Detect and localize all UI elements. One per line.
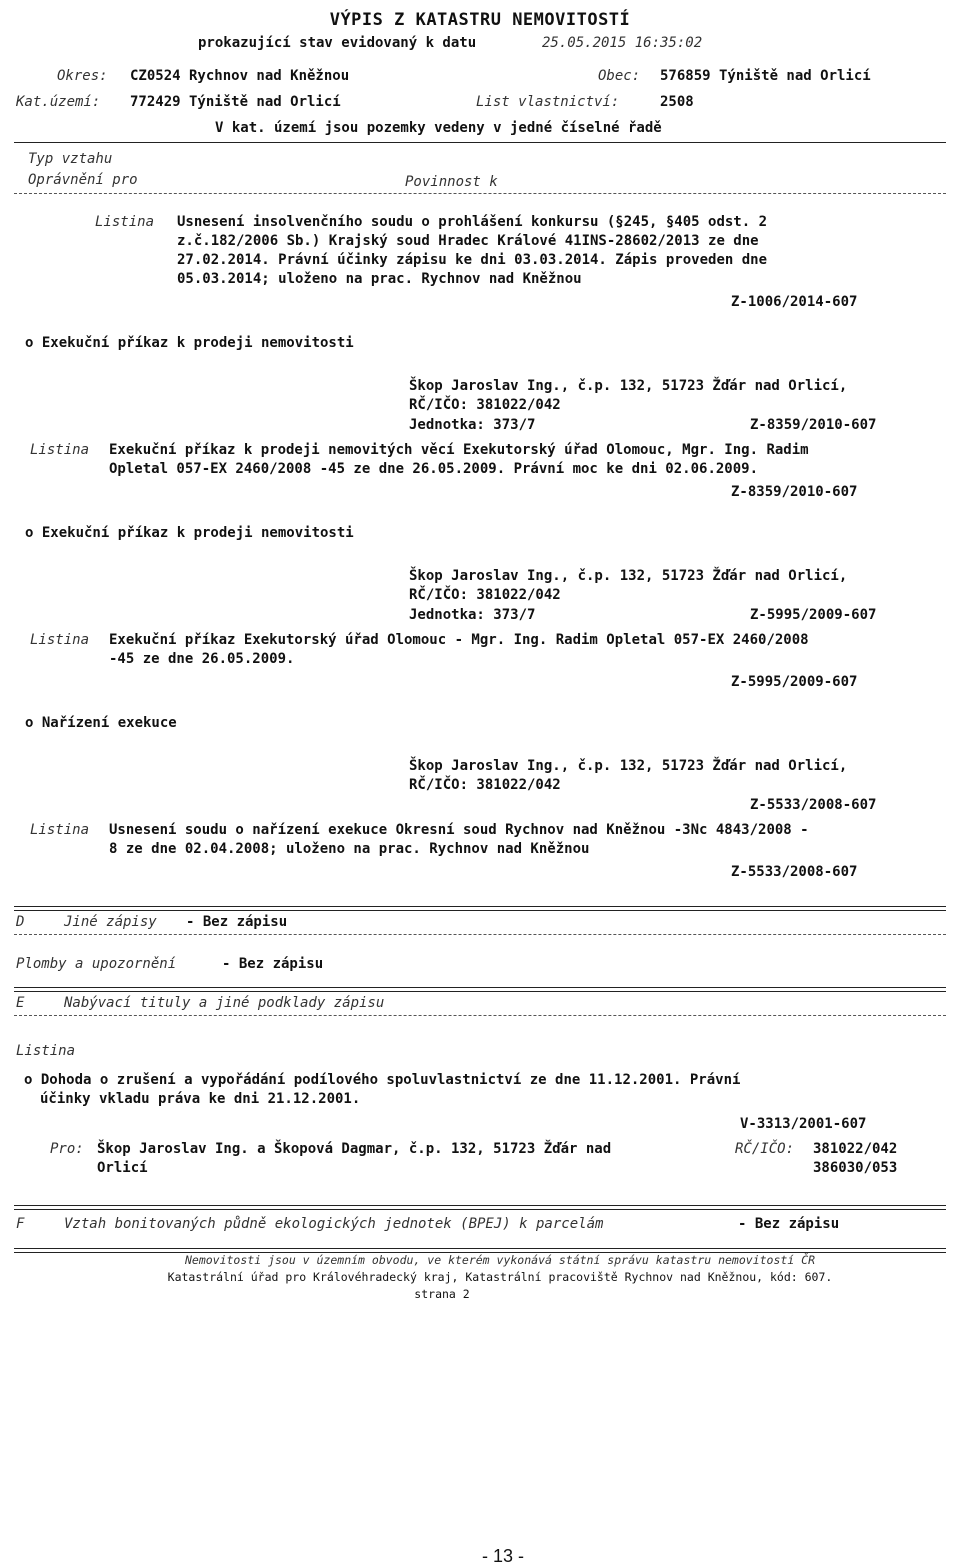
plomby-label: Plomby a upozornění [16, 956, 177, 972]
section-f-label: Vztah bonitovaných půdně ekologických jednotek (BPEJ) k parcelám [64, 1216, 604, 1232]
listina-text-line: 05.03.2014; uloženo na prac. Rychnov nad Kněžnou [177, 271, 582, 287]
listina-text-line: Usnesení insolvenčního soudu o prohlášení konkursu (§245, §405 odst. 2 [177, 214, 768, 230]
reference-number: V-3313/2001-607 [740, 1116, 867, 1132]
katuzemi-label: Kat.území: [16, 94, 101, 110]
lv-label: List vlastnictví: [476, 94, 620, 110]
section-e-subdivider [14, 1015, 946, 1016]
rc-value: 386030/053 [813, 1160, 898, 1176]
rc-line: RČ/IČO: 381022/042 [409, 777, 561, 793]
listina-text-line: 8 ze dne 02.04.2008; uloženo na prac. Rychnov nad Kněžnou [109, 841, 590, 857]
listina-label: Listina [30, 442, 90, 458]
section-f-letter: F [16, 1216, 25, 1232]
unit-reference: Z-5533/2008-607 [750, 797, 877, 813]
subtitle-label: prokazující stav evidovaný k datu [198, 35, 477, 51]
page-number: - 13 - [481, 1546, 524, 1566]
footer-line: Nemovitosti jsou v územním obvodu, ve kterém vykonává státní správu katastru nemovitostí ČR [184, 1253, 816, 1267]
entry-heading: o Nařízení exekuce [25, 715, 177, 731]
col-opravneni-pro: Oprávnění pro [28, 172, 138, 188]
listina-text-line: z.č.182/2006 Sb.) Krajský soud Hradec Králové 41INS-28602/2013 ze dne [177, 233, 759, 249]
section-f-divider-top [14, 1205, 946, 1206]
section-d-value: - Bez zápisu [186, 914, 288, 930]
unit-reference: Z-5995/2009-607 [750, 607, 877, 623]
katuzemi-value: 772429 Týniště nad Orlicí [130, 94, 341, 110]
cadastre-note: V kat. území jsou pozemky vedeny v jedné číselné řadě [215, 120, 662, 136]
pro-line: Škop Jaroslav Ing. a Škopová Dagmar, č.p. 132, 51723 Žďár nad [97, 1141, 612, 1157]
section-e-divider-top [14, 987, 946, 988]
reference-number: Z-5533/2008-607 [731, 864, 858, 880]
col-typ-vztahu: Typ vztahu [28, 151, 113, 167]
footer-divider-top [14, 1248, 946, 1249]
section-e-label: Nabývací tituly a jiné podklady zápisu [64, 995, 385, 1011]
listina-text-line: Usnesení soudu o nařízení exekuce Okresní soud Rychnov nad Kněžnou -3Nc 4843/2008 - [109, 822, 809, 838]
section-d-divider-bottom [14, 910, 946, 911]
okres-label: Okres: [57, 68, 108, 84]
document-title: VÝPIS Z KATASTRU NEMOVITOSTÍ [329, 10, 631, 30]
listina-text-line: -45 ze dne 26.05.2009. [109, 651, 295, 667]
rc-line: RČ/IČO: 381022/042 [409, 587, 561, 603]
listina-label: Listina [95, 214, 155, 230]
header-divider [14, 142, 946, 143]
section-d-label: Jiné zápisy [64, 914, 157, 930]
footer-page: strana 2 [414, 1287, 470, 1301]
listina-label: Listina [16, 1043, 76, 1059]
entry-heading: o Exekuční příkaz k prodeji nemovitosti [25, 525, 354, 541]
col-header-divider [14, 193, 946, 194]
owner-line: Škop Jaroslav Ing., č.p. 132, 51723 Žďár nad Orlicí, [409, 758, 848, 774]
pro-label: Pro: [50, 1141, 84, 1157]
agreement-line: o Dohoda o zrušení a vypořádání podílového spoluvlastnictví ze dne 11.12.2001. Právní [24, 1072, 741, 1088]
owner-line: Škop Jaroslav Ing., č.p. 132, 51723 Žďár nad Orlicí, [409, 378, 848, 394]
pro-line: Orlicí [97, 1160, 148, 1176]
reference-number: Z-8359/2010-607 [731, 484, 858, 500]
unit-line: Jednotka: 373/7 [409, 607, 536, 623]
listina-label: Listina [30, 632, 90, 648]
okres-value: CZ0524 Rychnov nad Kněžnou [130, 68, 350, 84]
reference-number: Z-1006/2014-607 [731, 294, 858, 310]
unit-reference: Z-8359/2010-607 [750, 417, 877, 433]
section-e-divider-bottom [14, 991, 946, 992]
section-d-subdivider [14, 934, 946, 935]
listina-text-line: Exekuční příkaz Exekutorský úřad Olomouc - Mgr. Ing. Radim Opletal 057-EX 2460/2008 [109, 632, 809, 648]
rc-line: RČ/IČO: 381022/042 [409, 397, 561, 413]
agreement-line: účinky vkladu práva ke dni 21.12.2001. [40, 1091, 361, 1107]
col-povinnost-k: Povinnost k [405, 174, 498, 190]
subtitle-date: 25.05.2015 16:35:02 [542, 35, 703, 51]
obec-label: Obec: [598, 68, 641, 84]
section-f-divider-bottom [14, 1209, 946, 1210]
listina-text-line: 27.02.2014. Právní účinky zápisu ke dni 03.03.2014. Zápis proveden dne [177, 252, 768, 268]
entry-heading: o Exekuční příkaz k prodeji nemovitosti [25, 335, 354, 351]
rc-label: RČ/IČO: [735, 1141, 795, 1157]
owner-line: Škop Jaroslav Ing., č.p. 132, 51723 Žďár nad Orlicí, [409, 568, 848, 584]
reference-number: Z-5995/2009-607 [731, 674, 858, 690]
footer-line: Katastrální úřad pro Královéhradecký kraj, Katastrální pracoviště Rychnov nad Kněžnou, kód: 607. [167, 1270, 833, 1284]
rc-value: 381022/042 [813, 1141, 898, 1157]
unit-line: Jednotka: 373/7 [409, 417, 536, 433]
obec-value: 576859 Týniště nad Orlicí [660, 68, 871, 84]
section-f-value: - Bez zápisu [738, 1216, 840, 1232]
lv-value: 2508 [660, 94, 694, 110]
plomby-value: - Bez zápisu [222, 956, 324, 972]
listina-text-line: Exekuční příkaz k prodeji nemovitých věcí Exekutorský úřad Olomouc, Mgr. Ing. Radim [109, 442, 809, 458]
listina-text-line: Opletal 057-EX 2460/2008 -45 ze dne 26.05.2009. Právní moc ke dni 02.06.2009. [109, 461, 759, 477]
section-e-letter: E [16, 995, 25, 1011]
section-d-letter: D [16, 914, 25, 930]
listina-label: Listina [30, 822, 90, 838]
section-d-divider-top [14, 906, 946, 907]
